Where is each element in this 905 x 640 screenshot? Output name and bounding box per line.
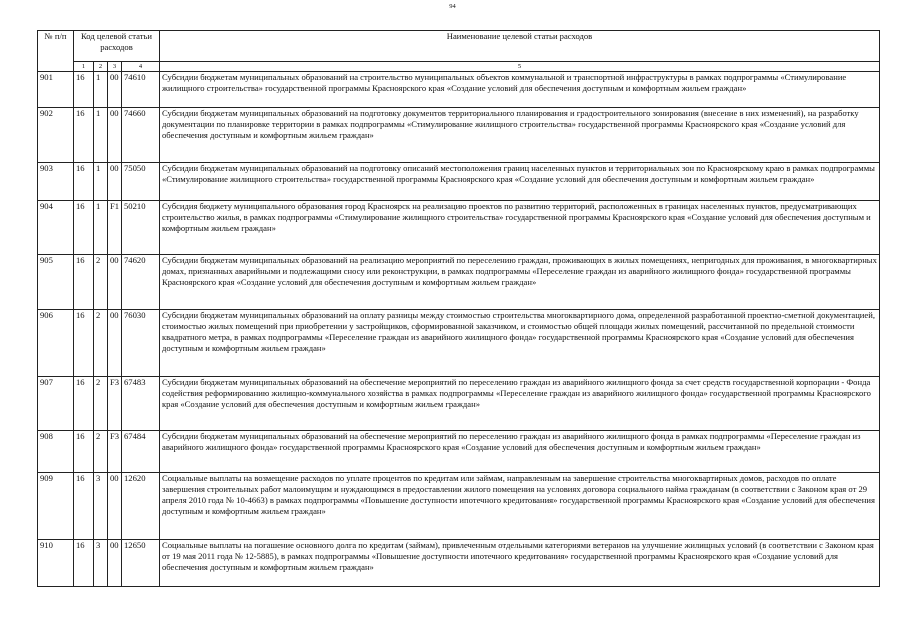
subcol-2: 2 xyxy=(94,62,108,72)
subcol-3: 3 xyxy=(108,62,122,72)
table-row xyxy=(38,72,880,108)
header-target-name: Наименование целевой статьи расходов xyxy=(160,31,880,62)
code-part-3: F1 xyxy=(108,201,122,255)
code-part-1: 16 xyxy=(74,431,94,473)
code-part-2: 2 xyxy=(94,377,108,431)
table-row xyxy=(38,201,880,255)
code-part-1: 16 xyxy=(74,540,94,587)
code-part-3: F3 xyxy=(108,431,122,473)
code-part-3: 00 xyxy=(108,72,122,108)
code-part-2: 3 xyxy=(94,540,108,587)
row-number: 907 xyxy=(38,377,74,431)
subcol-4: 4 xyxy=(122,62,160,72)
target-description: Субсидии бюджетам муниципальных образований на подготовку документов территориального планирования и градостроительного зонирования (внесение в них изменений), на разработку документации по планировке территории в рамках подпрограммы «Стимулирование жилищного строительства» государственной программы Красноярского края «Создание условий для обеспечения доступным и комфортным жильем граждан» xyxy=(160,108,880,163)
code-part-2: 1 xyxy=(94,72,108,108)
code-part-3: 00 xyxy=(108,473,122,540)
code-part-4: 76030 xyxy=(122,310,160,377)
code-part-3: 00 xyxy=(108,310,122,377)
table-row xyxy=(38,431,880,473)
row-number: 904 xyxy=(38,201,74,255)
code-part-2: 1 xyxy=(94,108,108,163)
code-part-3: F3 xyxy=(108,377,122,431)
code-part-3: 00 xyxy=(108,540,122,587)
table-row xyxy=(38,163,880,201)
code-part-3: 00 xyxy=(108,108,122,163)
code-part-2: 2 xyxy=(94,255,108,310)
table-row xyxy=(38,377,880,431)
table-row xyxy=(38,540,880,587)
code-part-4: 67483 xyxy=(122,377,160,431)
target-description: Субсидии бюджетам муниципальных образований на подготовку описаний местоположения границ населенных пунктов и территориальных зон по Красноярскому краю в рамках подпрограммы «Стимулирование жилищного строительства» государственной программы Красноярского края «Создание условий для обеспечения доступным и комфортным жильем граждан» xyxy=(160,163,880,201)
code-part-4: 74610 xyxy=(122,72,160,108)
page-number: 94 xyxy=(449,3,456,10)
code-part-3: 00 xyxy=(108,255,122,310)
code-part-1: 16 xyxy=(74,201,94,255)
code-part-2: 2 xyxy=(94,310,108,377)
code-part-1: 16 xyxy=(74,377,94,431)
code-part-1: 16 xyxy=(74,473,94,540)
table-header-row xyxy=(38,31,880,62)
target-description: Субсидии бюджетам муниципальных образований на обеспечение мероприятий по переселению граждан из аварийного жилищного фонда за счет средств государственной корпорации - Фонда содействия реформированию жилищно-коммунального хозяйства в рамках подпрограммы «Переселение граждан из аварийного жилищного фонда» государственной программы Красноярского края «Создание условий для обеспечения доступным и комфортным жильем граждан» xyxy=(160,377,880,431)
code-part-4: 74660 xyxy=(122,108,160,163)
target-items-table xyxy=(37,30,880,587)
code-part-1: 16 xyxy=(74,163,94,201)
code-part-1: 16 xyxy=(74,72,94,108)
header-subcolumns-row xyxy=(38,62,880,72)
target-description: Социальные выплаты на погашение основного долга по кредитам (займам), привлеченным отдельными категориями ветеранов на улучшение жилищных условий (в соответствии с Законом края от 19 мая 2011 года № 12-5885), в рамках подпрограммы «Повышение доступности ипотечного кредитования» государственной программы Красноярского края «Создание условий для обеспечения доступным и комфортным жильем граждан» xyxy=(160,540,880,587)
row-number: 908 xyxy=(38,431,74,473)
code-part-1: 16 xyxy=(74,255,94,310)
code-part-1: 16 xyxy=(74,108,94,163)
row-number: 905 xyxy=(38,255,74,310)
target-description: Субсидия бюджету муниципального образования город Красноярск на реализацию проектов по развитию территорий, расположенных в границах населенных пунктов, предусматривающих строительство жилья, в рамках подпрограммы «Стимулирование жилищного строительства» государственной программы Красноярского края «Создание условий для обеспечения доступным и комфортным жильем граждан» xyxy=(160,201,880,255)
code-part-3: 00 xyxy=(108,163,122,201)
code-part-4: 12620 xyxy=(122,473,160,540)
row-number: 903 xyxy=(38,163,74,201)
code-part-4: 50210 xyxy=(122,201,160,255)
code-part-1: 16 xyxy=(74,310,94,377)
row-number: 906 xyxy=(38,310,74,377)
code-part-4: 67484 xyxy=(122,431,160,473)
target-description: Субсидии бюджетам муниципальных образований на оплату разницы между стоимостью строительства многоквартирного дома, определенной разработанной проектно-сметной документацией, стоимостью жилых помещений при приобретении у застройщиков, сформированной заказчиком, и стоимостью общей площади жилых помещений, рассчитанной по предельной стоимости квадратного метра, в рамках подпрограммы «Переселение граждан из аварийного жилищного фонда» государственной программы Красноярского края «Создание условий для обеспечения доступным и комфортным жильем граждан» xyxy=(160,310,880,377)
subcol-1: 1 xyxy=(74,62,94,72)
table-row xyxy=(38,310,880,377)
header-target-code: Код целевой статьи расходов xyxy=(74,31,160,62)
target-description: Субсидии бюджетам муниципальных образований на реализацию мероприятий по переселению граждан, проживающих в жилых помещениях, непригодных для проживания, в многоквартирных домах, признанных аварийными и подлежащими сносу или реконструкции, в рамках подпрограммы «Переселение граждан из аварийного жилищного фонда» государственной программы Красноярского края «Создание условий для обеспечения доступным и комфортным жильем граждан» xyxy=(160,255,880,310)
target-description: Субсидии бюджетам муниципальных образований на строительство муниципальных объектов коммунальной и транспортной инфраструктуры в рамках подпрограммы «Стимулирование жилищного строительства» государственной программы Красноярского края «Создание условий для обеспечения доступным и комфортным жильем граждан» xyxy=(160,72,880,108)
table-row xyxy=(38,108,880,163)
header-row-number: № п/п xyxy=(38,31,74,72)
row-number: 910 xyxy=(38,540,74,587)
row-number: 902 xyxy=(38,108,74,163)
code-part-4: 12650 xyxy=(122,540,160,587)
code-part-2: 2 xyxy=(94,431,108,473)
table-row xyxy=(38,473,880,540)
code-part-4: 75050 xyxy=(122,163,160,201)
code-part-2: 1 xyxy=(94,201,108,255)
target-description: Социальные выплаты на возмещение расходов по уплате процентов по кредитам или займам, направленным на завершение строительства многоквартирных домов, расходов по оплате завершения строительных работ малоимущим и нуждающимся в предоставлении жилого помещения на условиях договора социального найма гражданам (в соответствии с Законом края от 29 апреля 2010 года № 10-4663) в рамках подпрограммы «Повышение доступности ипотечного кредитования» государственной программы Красноярского края «Создание условий для обеспечения доступным и комфортным жильем граждан» xyxy=(160,473,880,540)
code-part-4: 74620 xyxy=(122,255,160,310)
code-part-2: 3 xyxy=(94,473,108,540)
table-row xyxy=(38,255,880,310)
code-part-2: 1 xyxy=(94,163,108,201)
target-description: Субсидии бюджетам муниципальных образований на обеспечение мероприятий по переселению граждан из аварийного жилищного фонда в рамках подпрограммы «Переселение граждан из аварийного жилищного фонда» государственной программы Красноярского края «Создание условий для обеспечения доступным и комфортным жильем граждан» xyxy=(160,431,880,473)
row-number: 909 xyxy=(38,473,74,540)
subcol-5: 5 xyxy=(160,62,880,72)
row-number: 901 xyxy=(38,72,74,108)
